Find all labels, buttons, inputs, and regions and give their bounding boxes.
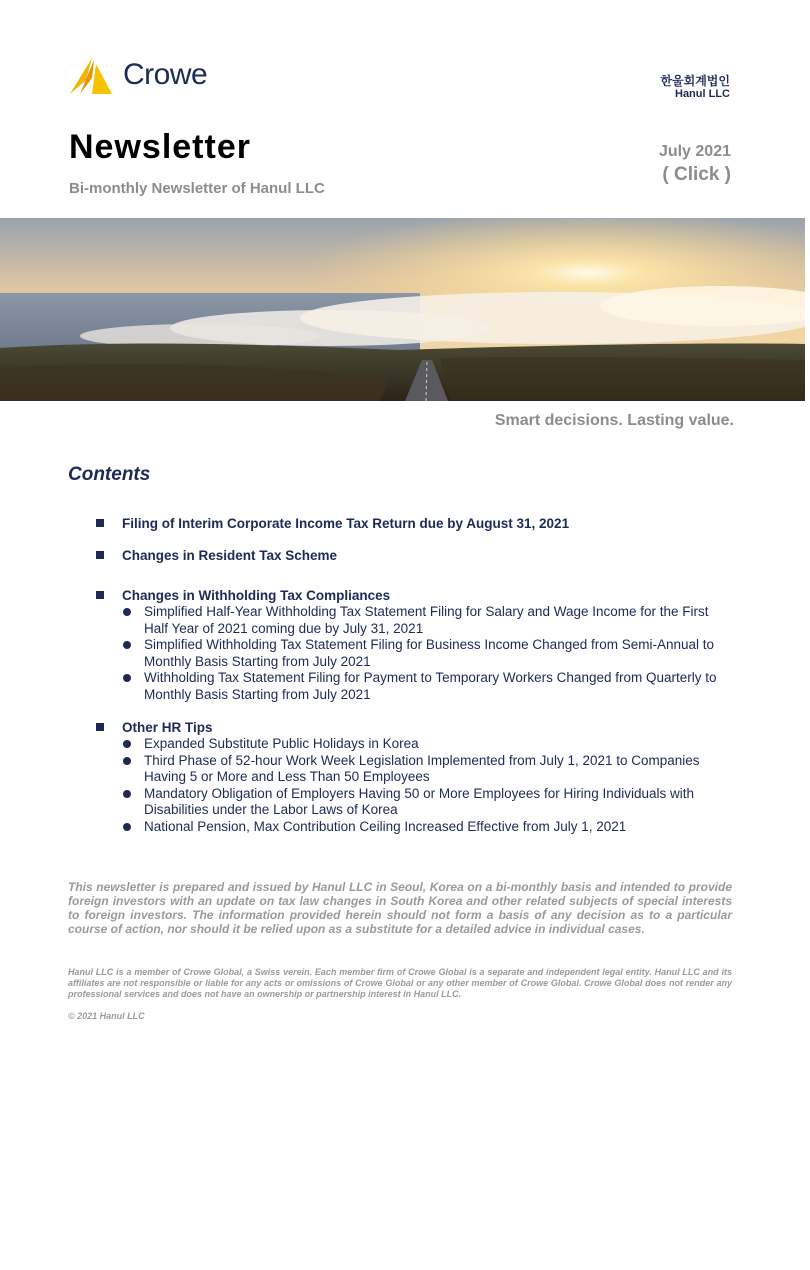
click-link[interactable]: ( Click ) <box>662 164 731 185</box>
toc-section-2-link[interactable]: Changes in Resident Tax Scheme <box>122 548 338 563</box>
list-item[interactable] <box>122 753 735 786</box>
landscape-sunset-image <box>0 218 805 401</box>
list-item-text: Mandatory Obligation of Employers Having 50 or More Employees for Hiring Individuals with Disabilities under the Labor Laws of Korea <box>144 785 694 817</box>
banner-image <box>0 218 805 401</box>
list-item-text: Withholding Tax Statement Filing for Payment to Temporary Workers Changed from Quarterly to Monthly Basis Starting from July 2021 <box>144 670 717 702</box>
newsletter-title: Newsletter <box>69 128 251 166</box>
newsletter-subtitle: Bi-monthly Newsletter of Hanul LLC <box>69 180 325 197</box>
toc-section-4[interactable] <box>95 719 735 736</box>
tagline: Smart decisions. Lasting value. <box>494 412 734 429</box>
list-item[interactable] <box>122 786 735 819</box>
list-item[interactable] <box>122 736 735 753</box>
firm-name-block <box>660 74 730 101</box>
disclaimer-text: This newsletter is prepared and issued by Hanul LLC in Seoul, Korea on a bi-monthly basis and intended to provide foreign investors with an update on tax law changes in South Korea and other related subjects of special interests to foreign investors. The information provided herein should not form a basis of any decision as to a particular course of action, nor should it be relied upon as a substitute for a detailed advice in individual cases. <box>68 880 732 936</box>
crowe-mark-icon <box>68 56 114 96</box>
brand-name: Crowe <box>123 58 208 91</box>
list-item-text: Expanded Substitute Public Holidays in Korea <box>144 736 419 751</box>
toc-section-3-link[interactable]: Changes in Withholding Tax Compliances <box>122 588 391 603</box>
table-of-contents <box>95 515 735 835</box>
toc-section-3[interactable] <box>95 587 735 604</box>
toc-section-1[interactable] <box>95 515 735 532</box>
list-item-text: Simplified Half-Year Withholding Tax Statement Filing for Salary and Wage Income for the First Half Year of 2021 coming due by July 31, 2021 <box>144 604 709 636</box>
toc-section-4-items <box>95 736 735 835</box>
list-item-text: Simplified Withholding Tax Statement Filing for Business Income Changed from Semi-Annual to Monthly Basis Starting from July 2021 <box>144 637 715 669</box>
list-item-text: Third Phase of 52-hour Work Week Legislation Implemented from July 1, 2021 to Companies Having 5 or More and Less Than 50 Employees <box>144 752 700 784</box>
member-note: Hanul LLC is a member of Crowe Global, a Swiss verein. Each member firm of Crowe Global is a separate and independent legal entity. Hanul LLC and its affiliates are not responsible or liable for any acts or omissions of Crowe Global or any other member of Crowe Global. Crowe Global does not render any professional services and does not have an ownership or partnership interest in Hanul LLC. <box>68 967 732 999</box>
list-item[interactable] <box>122 670 735 703</box>
toc-section-1-link[interactable]: Filing of Interim Corporate Income Tax Return due by August 31, 2021 <box>122 516 570 531</box>
toc-section-2[interactable] <box>95 547 735 564</box>
issue-block <box>659 143 731 189</box>
list-item-text: National Pension, Max Contribution Ceiling Increased Effective from July 1, 2021 <box>144 818 627 834</box>
list-item[interactable] <box>122 819 735 836</box>
list-item[interactable] <box>122 637 735 670</box>
issue-date: July 2021 <box>658 143 731 160</box>
firm-english-name: Hanul LLC <box>675 88 730 100</box>
firm-korean-name: 한울회계법인 <box>660 74 730 88</box>
contents-heading: Contents <box>68 464 151 485</box>
list-item[interactable] <box>122 604 735 637</box>
copyright: © 2021 Hanul LLC <box>68 1011 145 1021</box>
toc-section-3-items <box>95 604 735 703</box>
toc-section-4-link[interactable]: Other HR Tips <box>122 720 213 735</box>
